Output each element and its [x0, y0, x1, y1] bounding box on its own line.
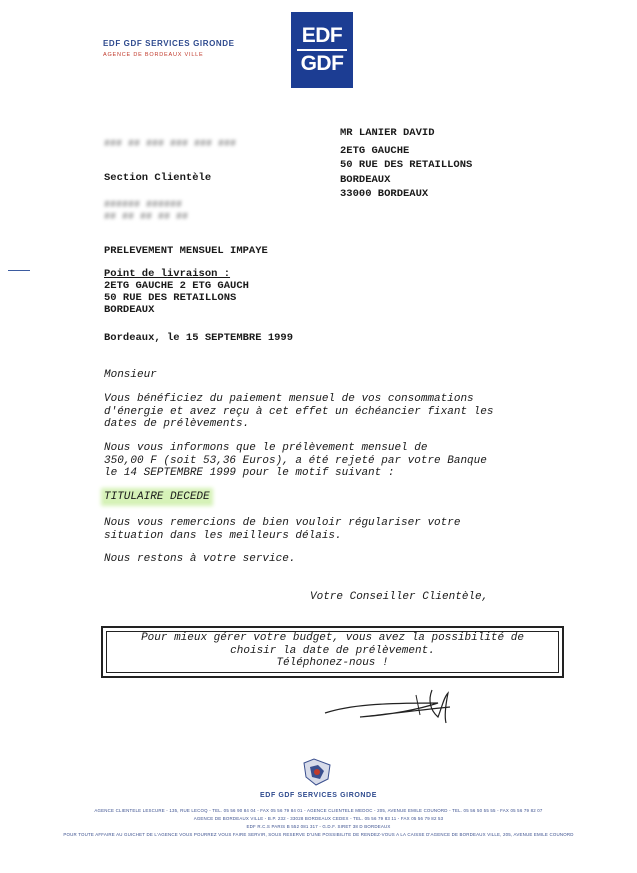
notice-line-3: Téléphonez-nous ! — [276, 657, 389, 669]
paragraph-2-line-2: 350,00 F (soit 53,36 Euros), a été rejeté par votre Banque — [104, 454, 487, 467]
handwritten-signature — [320, 685, 460, 730]
notice-line-2: choisir la date de prélèvement. — [230, 644, 435, 657]
logo-bottom-text: GDF — [300, 52, 344, 75]
recipient-line-2: 50 RUE DES RETAILLONS — [340, 159, 473, 171]
recipient-line-3: BORDEAUX — [340, 173, 391, 186]
rejection-reason — [104, 491, 210, 504]
logo-divider — [297, 49, 347, 51]
paragraph-3 — [104, 517, 460, 542]
redacted-reference: ### ## ### ### ### ### — [104, 139, 237, 150]
company-name: EDF GDF SERVICES GIRONDE — [103, 39, 235, 48]
notice-line-1: Pour mieux gérer votre budget, vous avez la possibilité de — [141, 632, 524, 644]
letter-date: Bordeaux, le 15 SEPTEMBRE 1999 — [104, 332, 294, 344]
logo-top-text: EDF — [301, 24, 343, 47]
delivery-line-3: BORDEAUX — [104, 304, 155, 316]
recipient-address — [340, 126, 472, 202]
footer-line-4: POUR TOUTE AFFAIRE AU GUICHET DE L'AGENCE VOUS POURREZ VOUS FAIRE SERVIR, SOUS RESERVE D'UNE POSSIBILITE DE RENDEZ-VOUS A LA CAISSE D'AGENCE DE BORDEAUX VILLE, 205, AVENUE EMILE COUNORD — [63, 832, 574, 837]
recipient-line-4: 33000 BORDEAUX — [340, 188, 429, 200]
notice-inner-border — [106, 631, 559, 673]
closing-signature-line: Votre Conseiller Clientèle, — [310, 591, 489, 603]
paragraph-4: Nous restons à votre service. — [104, 553, 296, 565]
paragraph-2 — [104, 442, 487, 480]
payment-date-notice — [101, 626, 564, 678]
paragraph-2-line-1: Nous vous informons que le prélèvement mensuel de — [104, 442, 428, 454]
edf-gdf-logo — [291, 12, 353, 88]
salutation: Monsieur — [104, 369, 157, 381]
delivery-point — [104, 268, 249, 316]
recipient-line-1: 2ETG GAUCHE — [340, 144, 410, 157]
paragraph-1-line-2: d'énergie et avez reçu à cet effet un échéancier fixant les — [104, 405, 494, 418]
delivery-line-1: 2ETG GAUCHE 2 ETG GAUCH — [104, 280, 249, 292]
redacted-contact-name: ###### ###### — [104, 200, 183, 211]
paragraph-3-line-2: situation dans les meilleurs délais. — [104, 529, 342, 542]
footer-line-1: AGENCE CLIENTELE LESCURE - 135, RUE LECOQ - TEL. 05 56 90 84 04 - FAX 05 56 79 84 01 - AGENCE CLIENTELE MEDOC - 205, AVENUE EMILE COUNORD - TEL. 05 56 50 55 55 - FAX 05 56 79 82 07 — [94, 808, 543, 813]
paragraph-1-line-1: Vous bénéficiez du paiement mensuel de vos consommations — [104, 393, 474, 405]
recipient-name: MR LANIER DAVID — [340, 127, 435, 139]
agency-name: AGENCE DE BORDEAUX VILLE — [103, 52, 204, 58]
footer-company-name: EDF GDF SERVICES GIRONDE — [260, 792, 377, 799]
paragraph-1 — [104, 393, 493, 431]
section-label: Section Clientèle — [104, 172, 212, 184]
paragraph-2-line-3: le 14 SEPTEMBRE 1999 pour le motif suivant : — [104, 467, 395, 479]
paragraph-3-line-1: Nous vous remercions de bien vouloir régulariser votre — [104, 517, 461, 529]
delivery-line-2: 50 RUE DES RETAILLONS — [104, 292, 237, 304]
delivery-label: Point de livraison : — [104, 268, 231, 280]
rejection-reason-text: TITULAIRE DECEDE — [104, 491, 210, 503]
footer-line-2: AGENCE DE BORDEAUX VILLE - B.P. 232 - 33028 BORDEAUX CEDEX - TEL. 05 56 79 83 11 - FAX 05 56 79 82 53 — [193, 816, 444, 821]
margin-mark — [8, 270, 30, 271]
footer-line-3: EDF R.C.S PARIS B 552 081 317 - G.D.F. SIRET 38 D BORDEAUX — [246, 824, 391, 829]
letter-subject: PRELEVEMENT MENSUEL IMPAYE — [104, 245, 268, 257]
footer-emblem — [300, 757, 334, 787]
redacted-contact-phone: ## ## ## ## ## — [104, 212, 189, 223]
paragraph-1-line-3: dates de prélèvements. — [104, 418, 250, 430]
